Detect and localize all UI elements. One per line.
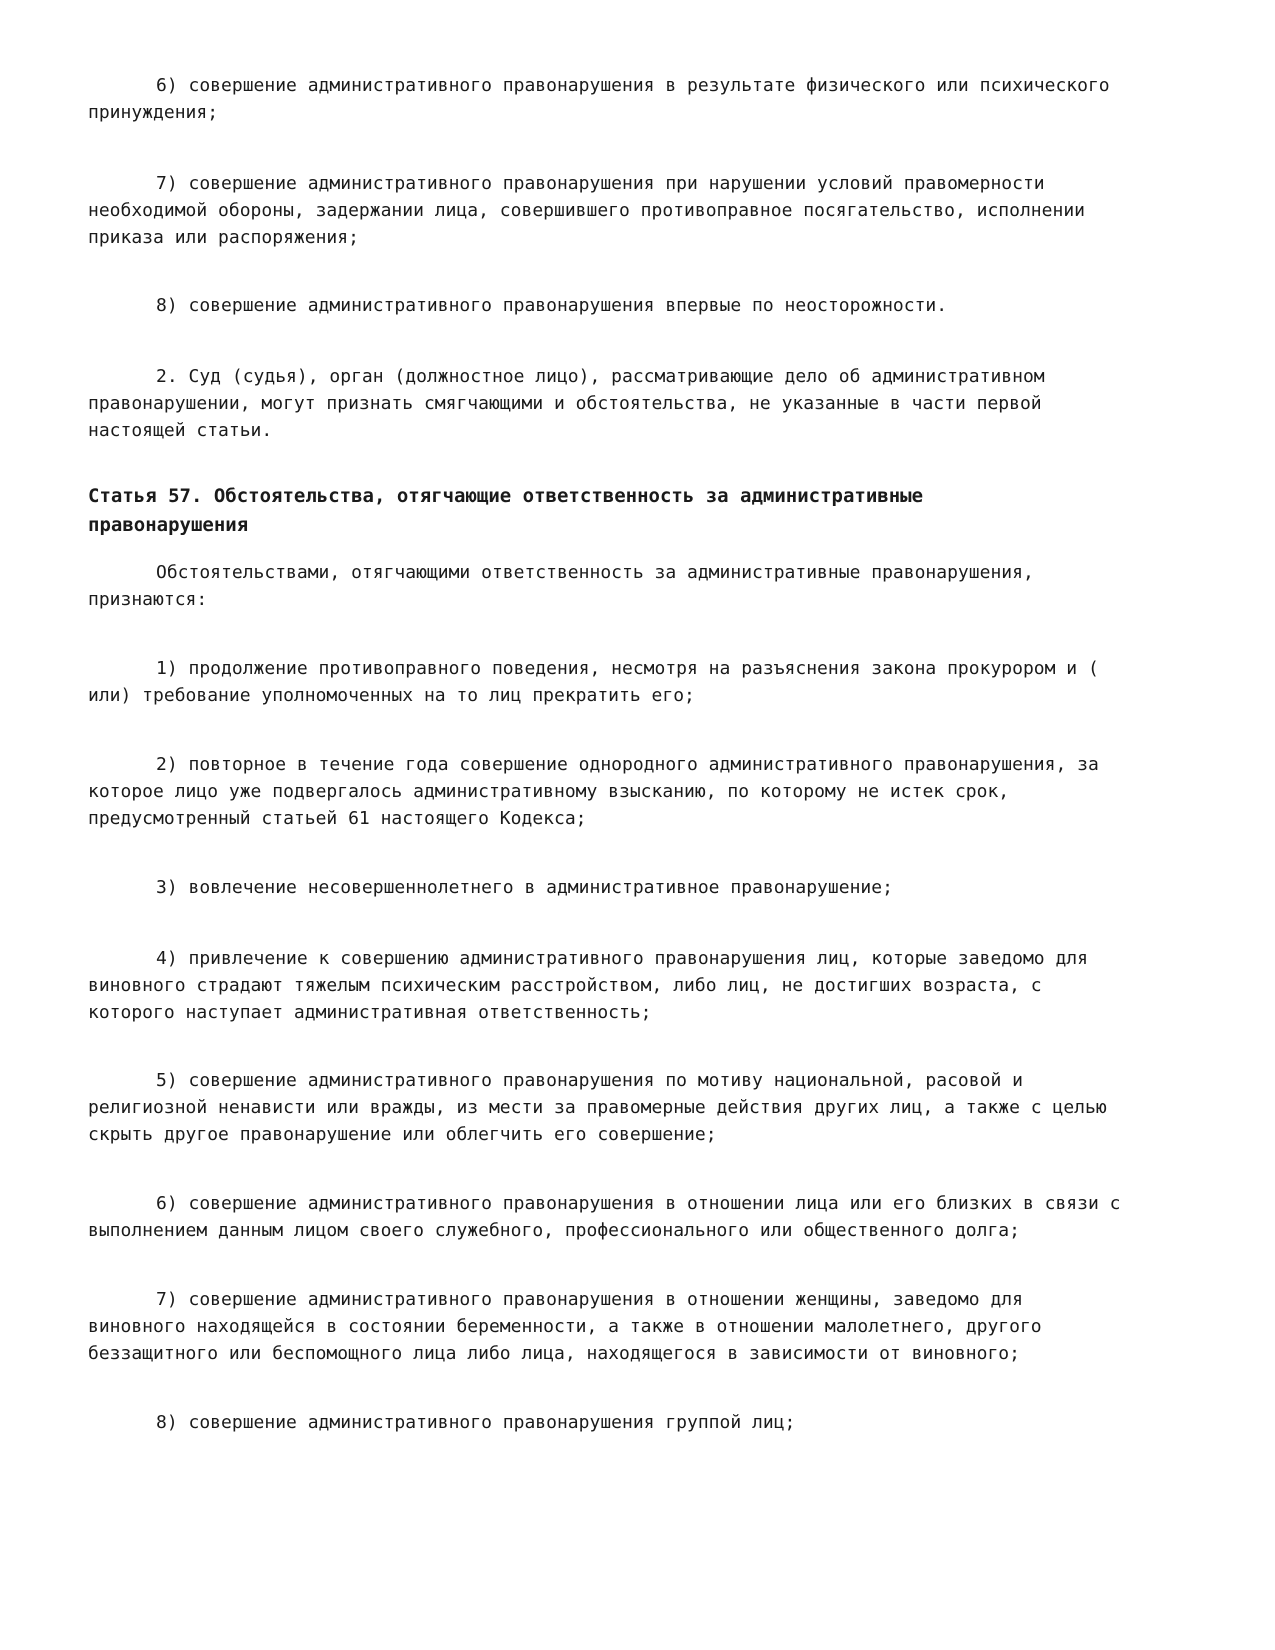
article-item-2: 2) повторное в течение года совершение однородного административного правонарушения, за которое лицо уже подвергалось административному взысканию, по которому не истек срок, предусмотренный статьей 61 настоящего Кодекса; — [88, 754, 1099, 829]
paragraph-item-7: 7) совершение административного правонарушения при нарушении условий правомерности необходимой обороны, задержании лица, совершившего противоправное посягательство, исполнении приказа или распоряжения; — [88, 173, 1085, 248]
article-item-6: 6) совершение административного правонарушения в отношении лица или его близких в связи с выполнением данным лицом своего служебного, профессионального или общественного долга; — [88, 1193, 1121, 1241]
article-item-8: 8) совершение административного правонарушения группой лиц; — [156, 1412, 796, 1433]
paragraph-part-2: 2. Суд (судья), орган (должностное лицо), рассматривающие дело об административном правонарушении, могут признать смягчающими и обстоятельства, не указанные в части первой настоящей статьи. — [88, 366, 1045, 441]
article-57-heading: Статья 57. Обстоятельства, отягчающие ответственность за административные правонарушения — [88, 485, 924, 536]
paragraph-item-6: 6) совершение административного правонарушения в результате физического или психического принуждения; — [88, 75, 1110, 123]
article-item-5: 5) совершение административного правонарушения по мотиву национальной, расовой и религиозной ненависти или вражды, из мести за правомерные действия других лиц, а также с целью скрыть другое правонарушение или облегчить его совершение; — [88, 1070, 1107, 1145]
article-item-7: 7) совершение административного правонарушения в отношении женщины, заведомо для виновного находящейся в состоянии беременности, а также в отношении малолетнего, другого беззащитного или беспомощного лица либо лица, находящегося в зависимости от виновного; — [88, 1289, 1042, 1364]
paragraph-item-8: 8) совершение административного правонарушения впервые по неосторожности. — [156, 295, 948, 316]
article-item-3: 3) вовлечение несовершеннолетнего в административное правонарушение; — [156, 877, 893, 898]
article-intro: Обстоятельствами, отягчающими ответственность за административные правонарушения, признаются: — [88, 562, 1034, 610]
article-item-4: 4) привлечение к совершению административного правонарушения лиц, которые заведомо для виновного страдают тяжелым психическим расстройством, либо лиц, не достигших возраста, с которого наступает административная ответственность; — [88, 948, 1088, 1023]
article-item-1: 1) продолжение противоправного поведения, несмотря на разъяснения закона прокурором и ( или) требование уполномоченных на то лиц прекратить его; — [88, 658, 1099, 706]
